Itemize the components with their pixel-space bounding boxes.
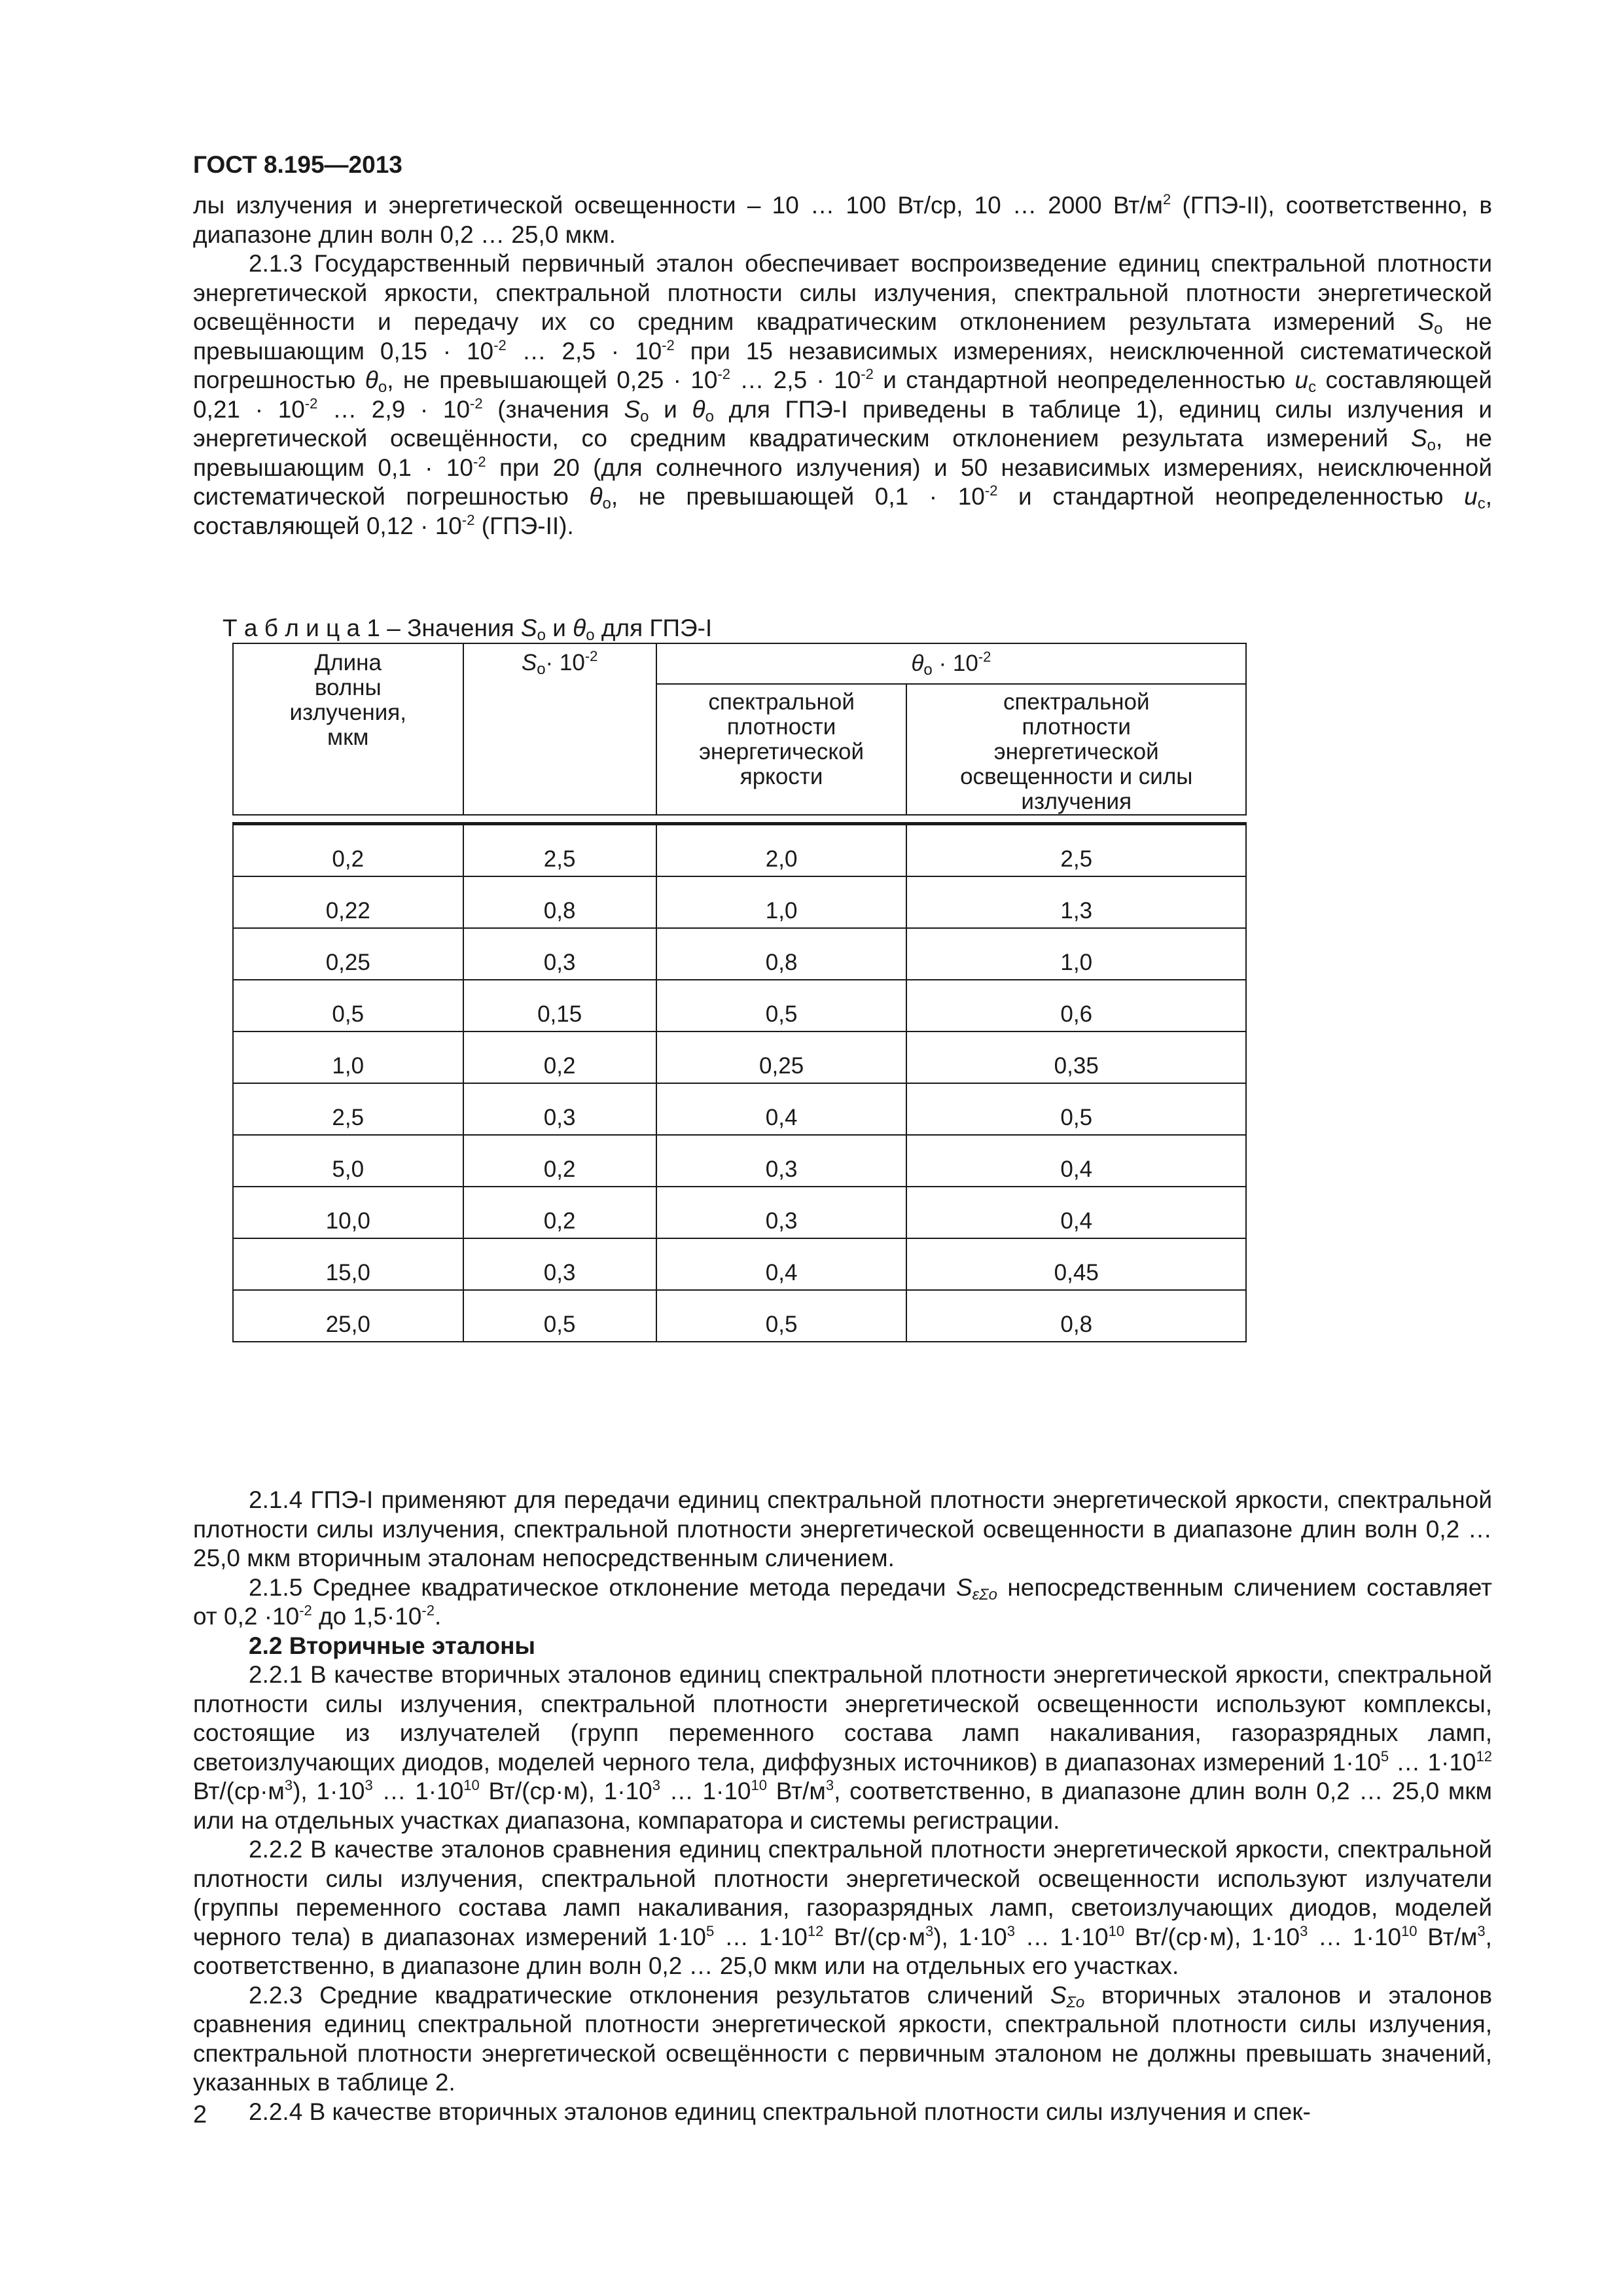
table-cell: 1,0 [233, 1031, 463, 1083]
paragraph-continuation: лы излучения и энергетической освещенности – 10 … 100 Вт/ср, 10 … 2000 $Вт/м^2$ (ГПЭ-II), соответственно, в диапазоне длин волн 0,2 … 25,0 мкм. [193, 191, 1492, 248]
table-cell: 0,15 [463, 980, 656, 1031]
table-row [233, 1187, 1246, 1238]
paragraph-2-1-5: 2.1.5 Среднее квадратическое отклонение метода передачи $S_{\varepsilon\Sigma o}$ непосредственным сличением составляет от $0,2 \cdot 10^{-2}$ до $1,5\cdot 10^{-2}$. [193, 1573, 1492, 1630]
table-cell: 0,5 [906, 1083, 1246, 1135]
table-cell: 5,0 [233, 1135, 463, 1187]
table-row [233, 928, 1246, 980]
table-cell: 0,3 [463, 1238, 656, 1290]
table-cell: 0,5 [656, 1290, 907, 1342]
table-cell: 0,4 [656, 1238, 907, 1290]
table-cell: 0,3 [463, 928, 656, 980]
col-header-so: $S_o\cdot 10^{-2}$ [463, 643, 656, 815]
table-cell: 0,8 [463, 876, 656, 928]
table-row [233, 876, 1246, 928]
col-header-theta: $\theta_o \cdot 10^{-2}$ [656, 643, 1246, 684]
table-row [233, 1031, 1246, 1083]
table-cell: 0,8 [906, 1290, 1246, 1342]
table-row [233, 1238, 1246, 1290]
col-header-wavelength: Длина волны излучения, мкм [233, 643, 463, 815]
table-cell: 0,22 [233, 876, 463, 928]
table-row [233, 980, 1246, 1031]
table-cell: 2,5 [906, 824, 1246, 877]
table-1-caption: Т а б л и ц а 1 – Значения $S_o$ и $\theta_o$ для ГПЭ-I [223, 615, 713, 644]
table-cell: 0,4 [906, 1135, 1246, 1187]
table-cell: 0,5 [233, 980, 463, 1031]
table-cell: 0,4 [906, 1187, 1246, 1238]
table-cell: 0,5 [463, 1290, 656, 1342]
table-cell: 0,6 [906, 980, 1246, 1031]
table-cell: 0,25 [656, 1031, 907, 1083]
section-heading-2-2: 2.2 Вторичные эталоны [249, 1632, 536, 1659]
table-row [233, 1135, 1246, 1187]
table-row [233, 1083, 1246, 1135]
table-cell: 0,2 [233, 824, 463, 877]
table-cell: 0,3 [656, 1135, 907, 1187]
table-cell: 0,3 [656, 1187, 907, 1238]
table-cell: 0,2 [463, 1031, 656, 1083]
table-cell: 1,0 [906, 928, 1246, 980]
table-cell: 2,5 [233, 1083, 463, 1135]
table-1 [232, 643, 1247, 1342]
table-cell: 0,8 [656, 928, 907, 980]
text-block-after-table [193, 1486, 1492, 2126]
table-cell: 0,4 [656, 1083, 907, 1135]
table-cell: 1,0 [656, 876, 907, 928]
table-cell: 25,0 [233, 1290, 463, 1342]
paragraph-2-2-2: 2.2.2 В качестве эталонов сравнения единиц спектральной плотности энергетической яркости, спектральной плотности силы излучения, спектральной плотности энергетической освещенности используют излучатели (группы переменного состава ламп накаливания, газоразрядных ламп, светоизлучающих диодов, моделей черного тела) в диапазонах измерений $1\cdot 10^5$ … $1\cdot 10^{12}$ $Вт/(ср\cdot м^3)$, $1\cdot 10^3$ … $1\cdot 10^{10}$ Вт/(ср·м), $1\cdot 10^3$ … $1\cdot 10^{10}$ $Вт/м^3$, соответственно, в диапазоне длин волн 0,2 … 25,0 мкм или на отдельных его участках. [193, 1836, 1492, 1979]
table-cell: 10,0 [233, 1187, 463, 1238]
table-cell: 0,5 [656, 980, 907, 1031]
table-cell: 0,2 [463, 1135, 656, 1187]
table-cell: 0,2 [463, 1187, 656, 1238]
page-body [193, 151, 1493, 2125]
table-row [233, 824, 1246, 877]
table-cell: 0,35 [906, 1031, 1246, 1083]
table-cell: 2,0 [656, 824, 907, 877]
paragraph-2-1-3: 2.1.3 Государственный первичный эталон обеспечивает воспроизведение единиц спектральной плотности энергетической яркости, спектральной плотности силы излучения, спектральной плотности энергетической освещённости и передачу их со средним квадратическим отклонением результата измерений $S_o$ не превышающим $0,15 \cdot 10^{-2}$ … $2,5 \cdot 10^{-2}$ при 15 независимых измерениях, неисключенной систематической погрешностью $\theta_o$, не превышающей $0,25 \cdot 10^{-2}$ … $2,5 \cdot 10^{-2}$ и стандартной неопределенностью $u_c$ составляющей $0,21 \cdot 10^{-2}$ … $2,9 \cdot 10^{-2}$ (значения $S_o$ и $\theta_o$ для ГПЭ-I приведены в таблице 1), единиц силы излучения и энергетической освещённости, со средним квадратическим отклонением результата измерений $S_o$, не превышающим $0,1 \cdot 10^{-2}$ при 20 (для солнечного излучения) и 50 независимых измерениях, неисключенной систематической погрешностью $\theta_o$, не превышающей $0,1 \cdot 10^{-2}$ и стандартной неопределенностью $u_c$, составляющей $0,12 \cdot 10^{-2}$ (ГПЭ-II). [193, 250, 1493, 539]
col-header-irradiance: спектральной плотности энергетической освещенности и силы излучения [906, 684, 1246, 815]
table-cell: 2,5 [463, 824, 656, 877]
paragraph-2-1-4: 2.1.4 ГПЭ-I применяют для передачи единиц спектральной плотности энергетической яркости, спектральной плотности силы излучения, спектральной плотности энергетической освещенности в диапазоне длин волн 0,2 … 25,0 мкм вторичным эталонам непосредственным сличением. [193, 1486, 1492, 1571]
paragraph-2-2-1: 2.2.1 В качестве вторичных эталонов единиц спектральной плотности энергетической яркости, спектральной плотности силы излучения, спектральной плотности энергетической освещенности используют комплексы, состоящие из излучателей (групп переменного состава ламп накаливания, газоразрядных ламп, светоизлучающих диодов, моделей черного тела, диффузных источников) в диапазонах измерений $1\cdot 10^5$ … $1\cdot 10^{12}$ $Вт/(ср\cdot м^3)$, $1\cdot 10^3$ … $1\cdot 10^{10}$ Вт/(ср·м), $1\cdot 10^3$ … $1\cdot 10^{10}$ $Вт/м^3$, соответственно, в диапазоне длин волн 0,2 … 25,0 мкм или на отдельных участках диапазона, компаратора и системы регистрации. [193, 1661, 1492, 1834]
col-header-radiance: спектральной плотности энергетической яркости [656, 684, 907, 815]
paragraph-2-2-3: 2.2.3 Средние квадратические отклонения результатов сличений $S_{\Sigma o}$ вторичных эталонов и эталонов сравнения единиц спектральной плотности энергетической яркости, спектральной плотности силы излучения, спектральной плотности энергетической освещённости с первичным эталоном не должны превышать значений, указанных в таблице 2. [193, 1981, 1492, 2096]
table-cell: 15,0 [233, 1238, 463, 1290]
table-cell: 0,45 [906, 1238, 1246, 1290]
table-cell: 0,3 [463, 1083, 656, 1135]
table-cell: 0,25 [233, 928, 463, 980]
table-row [233, 1290, 1246, 1342]
document-header: ГОСТ 8.195—2013 [193, 151, 402, 178]
table-cell: 1,3 [906, 876, 1246, 928]
page-number: 2 [193, 2101, 207, 2128]
paragraph-2-2-4: 2.2.4 В качестве вторичных эталонов единиц спектральной плотности силы излучения и спек- [249, 2098, 1311, 2125]
